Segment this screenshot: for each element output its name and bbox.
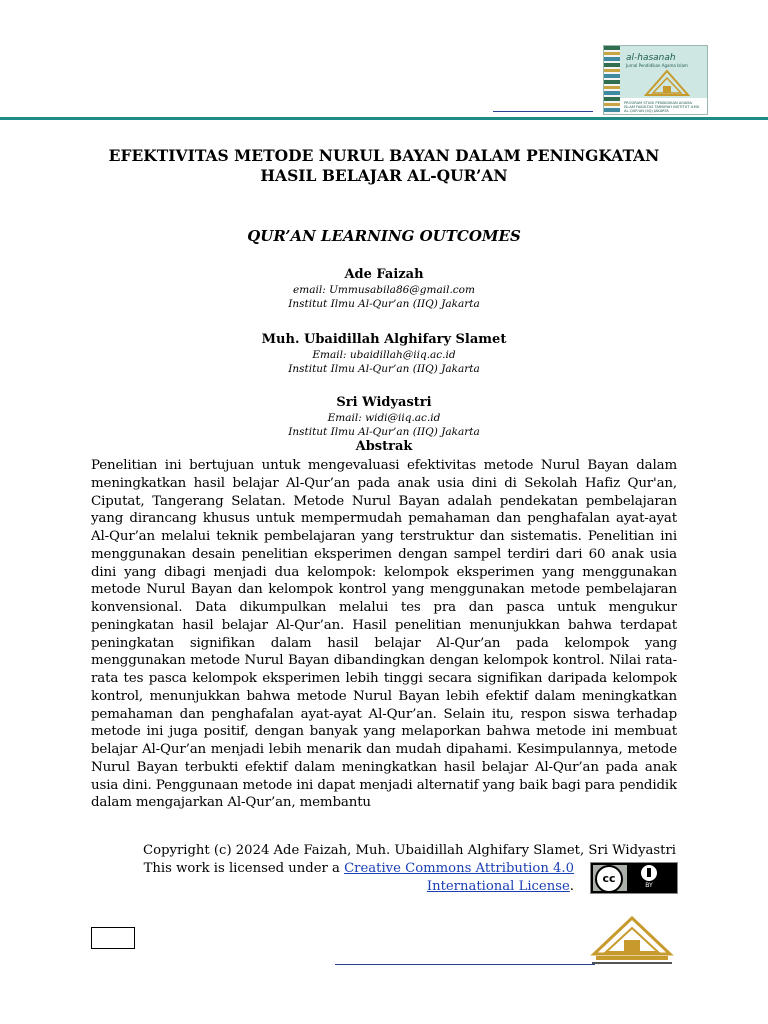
author-institution: Institut Ilmu Al-Qur’an (IIQ) Jakarta: [288, 298, 480, 310]
journal-subtitle: Jurnal Pendidikan Agama Islam: [626, 63, 688, 68]
author-name: Sri Widyastri: [336, 395, 432, 410]
license-notice: [90, 860, 574, 896]
journal-name: al-hasanah: [626, 53, 676, 63]
author-block: [0, 331, 768, 376]
author-email: Email: widi@iiq.ac.id: [327, 412, 441, 424]
page-number-box: [91, 927, 135, 949]
journal-publisher: PROGRAM STUDI PENDIDIKAN AGAMA ISLAM FAKULTAS TARBIYAH INSTITUT ILMU AL-QUR'AN (IIQ) JAKARTA: [624, 101, 700, 113]
license-prefix: This work is licensed under a: [143, 861, 345, 876]
author-email: Email: ubaidillah@iiq.ac.id: [312, 349, 456, 361]
author-block: [0, 394, 768, 439]
license-link-line2: International License: [426, 879, 570, 894]
copyright-notice: Copyright (c) 2024 Ade Faizah, Muh. Ubaidillah Alghifary Slamet, Sri Widyastri: [143, 843, 676, 858]
article-title-line1: EFEKTIVITAS METODE NURUL BAYAN DALAM PENINGKATAN: [108, 146, 660, 165]
author-name: Ade Faizah: [344, 267, 424, 282]
footer-rule: [335, 964, 595, 965]
license-link[interactable]: [344, 861, 574, 894]
abstract-heading: Abstrak: [355, 439, 413, 454]
author-block: [0, 266, 768, 311]
article-title-english: QUR’AN LEARNING OUTCOMES: [247, 227, 521, 245]
cc-by-label: BY: [645, 882, 653, 889]
license-link-line1: Creative Commons Attribution 4.0: [344, 861, 574, 876]
creative-commons-icon: cc: [595, 865, 623, 893]
header-rule: [0, 117, 768, 120]
author-name: Muh. Ubaidillah Alghifary Slamet: [261, 332, 507, 347]
attribution-icon: [641, 865, 657, 881]
institution-logo-icon: [582, 914, 682, 968]
journal-logo: [603, 45, 708, 115]
author-email: email: Ummusabila86@gmail.com: [293, 284, 475, 296]
journal-logo-mark-icon: [644, 69, 690, 97]
logo-ornament-stripe: [604, 46, 620, 114]
journal-publisher-bar: [620, 98, 707, 114]
article-title: [60, 146, 708, 186]
author-institution: Institut Ilmu Al-Qur’an (IIQ) Jakarta: [288, 363, 480, 375]
article-title-line2: HASIL BELAJAR AL-QUR’AN: [260, 166, 508, 185]
license-suffix: .: [569, 879, 574, 894]
author-institution: Institut Ilmu Al-Qur’an (IIQ) Jakarta: [288, 426, 480, 438]
abstract-text: Penelitian ini bertujuan untuk mengevaluasi efektivitas metode Nurul Bayan dalam meningkatkan hasil belajar Al-Qur’an pada anak usia dini di Sekolah Hafiz Qur'an, Ciputat, Tangerang Selatan. Metode Nurul Bayan adalah pendekatan pembelajaran yang dirancang khusus untuk mempermudah pemahaman dan penghafalan ayat-ayat Al-Qur’an melalui teknik pembelajaran yang terstruktur dan sistematis. Penelitian ini menggunakan desain penelitian eksperimen dengan sampel terdiri dari 60 anak usia dini yang dibagi menjadi dua kelompok: kelompok eksperimen yang menggunakan metode Nurul Bayan dan kelompok kontrol yang menggunakan metode pembelajaran konvensional. Data dikumpulkan melalui tes pra dan pasca untuk mengukur peningkatan hasil belajar Al-Qur’an. Hasil penelitian menunjukkan bahwa terdapat peningkatan signifikan dalam hasil belajar Al-Qur’an pada kelompok yang menggunakan metode Nurul Bayan dibandingkan dengan kelompok kontrol. Nilai rata-rata tes pasca kelompok eksperimen lebih tinggi secara signifikan daripada kelompok kontrol, menunjukkan bahwa metode Nurul Bayan lebih efektif dalam meningkatkan pemahaman dan penghafalan ayat-ayat Al-Qur’an. Selain itu, respon siswa terhadap metode ini juga positif, dengan banyak yang melaporkan bahwa metode ini membuat belajar Al-Qur’an menjadi lebih menarik dan mudah dipahami. Kesimpulannya, metode Nurul Bayan terbukti efektif dalam meningkatkan hasil belajar Al-Qur’an pada anak usia dini. Penggunaan metode ini dapat menjadi alternatif yang baik bagi para pendidik dalam mengajarkan Al-Qur’an, membantu: [91, 458, 677, 811]
cc-by-badge[interactable]: [590, 862, 678, 894]
header-underline: [493, 111, 593, 112]
